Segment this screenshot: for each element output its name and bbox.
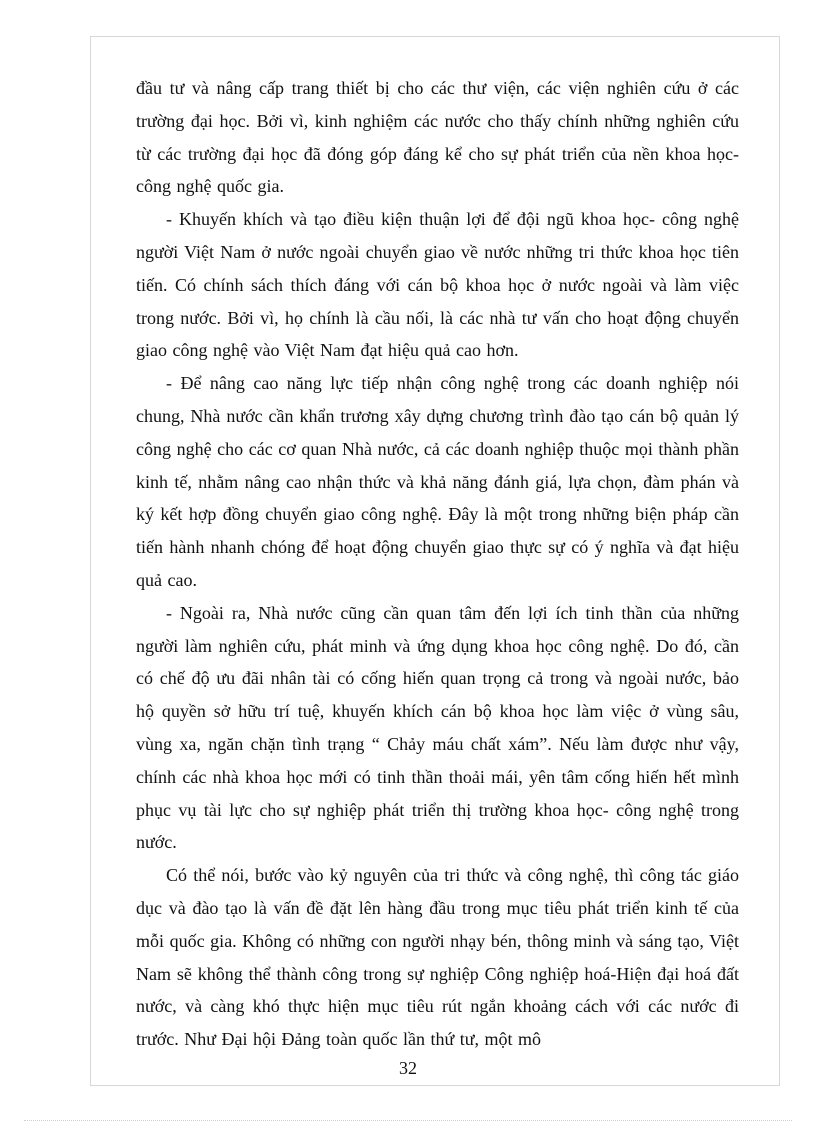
paragraph-overseas-scientists: - Khuyến khích và tạo điều kiện thuận lợi để đội ngũ khoa học- công nghệ người Việt Nam ở nước ngoài chuyển giao về nước những tri thức khoa học tiên tiến. Có chính sách thích đáng với cán bộ khoa học ở nước ngoài và làm việc trong nước. Bởi vì, họ chính là cầu nối, là các nhà tư vấn cho hoạt động chuyển giao công nghệ vào Việt Nam đạt hiệu quả cao hơn.	[136, 209, 739, 361]
paragraph-education-conclusion: Có thể nói, bước vào kỷ nguyên của tri thức và công nghệ, thì công tác giáo dục và đào tạo là vấn đề đặt lên hàng đầu trong mục tiêu phát triển kinh tế của mỗi quốc gia. Không có những con người nhạy bén, thông minh và sáng tạo, Việt Nam sẽ không thể thành công trong sự nghiệp Công nghiệp hoá-Hiện đại hoá đất nước, và càng khó thực hiện mục tiêu rút ngắn khoảng cách với các nước đi trước. Như Đại hội Đảng toàn quốc lần thứ tư, một mô	[136, 865, 739, 1050]
body-text	[136, 72, 739, 1056]
page-bottom-divider	[24, 1120, 792, 1121]
page-number: 32	[399, 1058, 417, 1078]
paragraph-technology-management-training: - Để nâng cao năng lực tiếp nhận công nghệ trong các doanh nghiệp nói chung, Nhà nước cần khẩn trương xây dựng chương trình đào tạo cán bộ quản lý công nghệ cho các cơ quan Nhà nước, cả các doanh nghiệp thuộc mọi thành phần kinh tế, nhằm nâng cao nhận thức và khả năng đánh giá, lựa chọn, đàm phán và ký kết hợp đồng chuyển giao công nghệ. Đây là một trong những biện pháp cần tiến hành nhanh chóng để hoạt động chuyển giao thực sự có ý nghĩa và đạt hiệu quả cao.	[136, 373, 739, 590]
paragraph-continuation: đầu tư và nâng cấp trang thiết bị cho các thư viện, các viện nghiên cứu ở các trường đại học. Bởi vì, kinh nghiệm các nước cho thấy chính những nghiên cứu từ các trường đại học đã đóng góp đáng kể cho sự phát triển của nền khoa học- công nghệ quốc gia.	[136, 78, 739, 197]
paragraph-intellectual-incentives: - Ngoài ra, Nhà nước cũng cần quan tâm đến lợi ích tinh thần của những người làm nghiên cứu, phát minh và ứng dụng khoa học công nghệ. Do đó, cần có chế độ ưu đãi nhân tài có cống hiến quan trọng cả trong và ngoài nước, bảo hộ quyền sở hữu trí tuệ, khuyến khích cán bộ khoa học làm việc ở vùng sâu, vùng xa, ngăn chặn tình trạng “ Chảy máu chất xám”. Nếu làm được như vậy, chính các nhà khoa học mới có tinh thần thoải mái, yên tâm cống hiến hết mình phục vụ tài lực cho sự nghiệp phát triển thị trường khoa học- công nghệ trong nước.	[136, 602, 739, 853]
